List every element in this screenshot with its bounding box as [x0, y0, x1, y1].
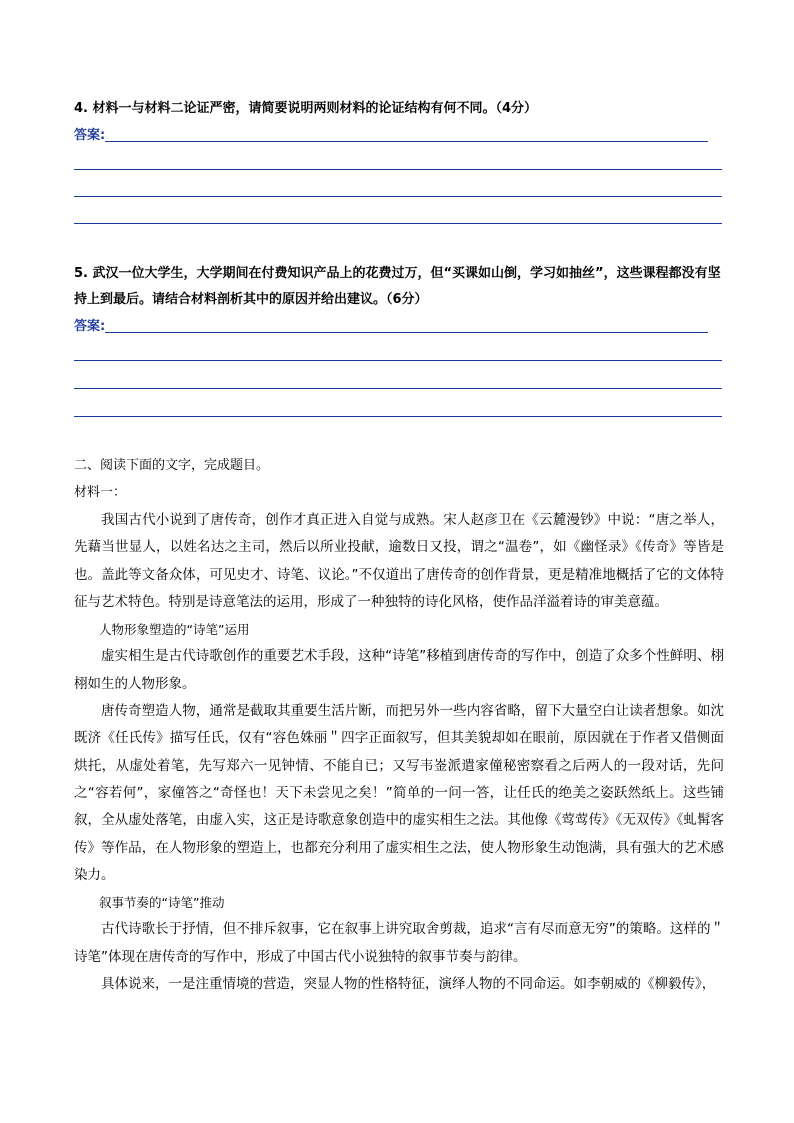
answer-label: 答案: [74, 319, 106, 334]
question-4: 4. 材料一与材料二论证严密，请简要说明两则材料的论证结构有何不同。（4分） [74, 101, 538, 116]
answer-underline [105, 141, 708, 142]
answer-5-rule-2[interactable] [74, 388, 722, 389]
answer-5-line[interactable] [74, 319, 708, 335]
question-5: 5. 武汉一位大学生，大学期间在付费知识产品上的花费过万，但“买课如山倒，学习如抽丝”，这些课程都没有坚持上到最后。请结合材料剖析其中的原因并给出建议。（6分） [74, 266, 721, 307]
subheading: 人物形象塑造的“诗笔”运用 [99, 622, 250, 638]
answer-4-rule-3[interactable] [74, 223, 722, 224]
paragraph: 古代诗歌长于抒情，但不排斥叙事，它在叙事上讲究取舍剪裁，追求“言有尽而意无穷”的策略。这样的＂诗笔”体现在唐传奇的写作中，形成了中国古代小说独特的叙事节奏与韵律。 [74, 921, 724, 965]
subheading: 叙事节奏的“诗笔”推动 [99, 895, 225, 911]
material-body [74, 507, 724, 998]
answer-4-rule-2[interactable] [74, 196, 722, 197]
answer-label: 答案: [74, 128, 106, 143]
material-label: 材料一： [74, 485, 127, 500]
paragraph: 具体说来，一是注重情境的营造，突显人物的性格特征，演绎人物的不同命运。如李朝威的《柳毅传》， [101, 976, 716, 993]
paragraph: 我国古代小说到了唐传奇，创作才真正进入自觉与成熟。宋人赵彦卫在《云麓漫钞》中说：“唐之举人，先藉当世显人，以姓名达之主司，然后以所业投献，逾数日又投，谓之“温卷”，如《幽怪录》《传奇》等皆是也。盖此等文备众体，可见史才、诗笔、议论。”不仅道出了唐传奇的创作背景，更是精准地概括了它的文体特征与艺术特色。特别是诗意笔法的运用，形成了一种独特的诗化风格，使作品洋溢着诗的审美意蕴。 [74, 512, 724, 610]
answer-5-rule-3[interactable] [74, 416, 722, 417]
answer-4-rule-1[interactable] [74, 169, 722, 170]
section-heading: 二、阅读下面的文字，完成题目。 [74, 458, 270, 473]
answer-underline [105, 332, 708, 333]
answer-5-rule-1[interactable] [74, 360, 722, 361]
answer-4-line[interactable] [74, 128, 708, 144]
paragraph: 唐传奇塑造人物，通常是截取其重要生活片断，而把另外一些内容省略，留下大量空白让读者想象。如沈既济《任氏传》描写任氏，仅有“容色姝丽＂四字正面叙写，但其美貌却如在眼前，原因就在于作者又借侧面烘托，从虚处着笔，先写郑六一见钟情、不能自已；又写韦崟派遣家僮秘密察看之后两人的一段对话，先问之“容若何”，家僮答之“奇怪也！天下未尝见之矣！”简单的一问一答，让任氏的绝美之姿跃然纸上。这些铺叙，全从虚处落笔，由虚入实，这正是诗歌意象创造中的虚实相生之法。其他像《莺莺传》《无双传》《虬髯客传》等作品，在人物形象的塑造上，也都充分利用了虚实相生之法，使人物形象生动饱满，具有强大的艺术感染力。 [74, 703, 724, 883]
paragraph: 虚实相生是古代诗歌创作的重要艺术手段，这种“诗笔”移植到唐传奇的写作中，创造了众多个性鲜明、栩栩如生的人物形象。 [74, 648, 724, 692]
